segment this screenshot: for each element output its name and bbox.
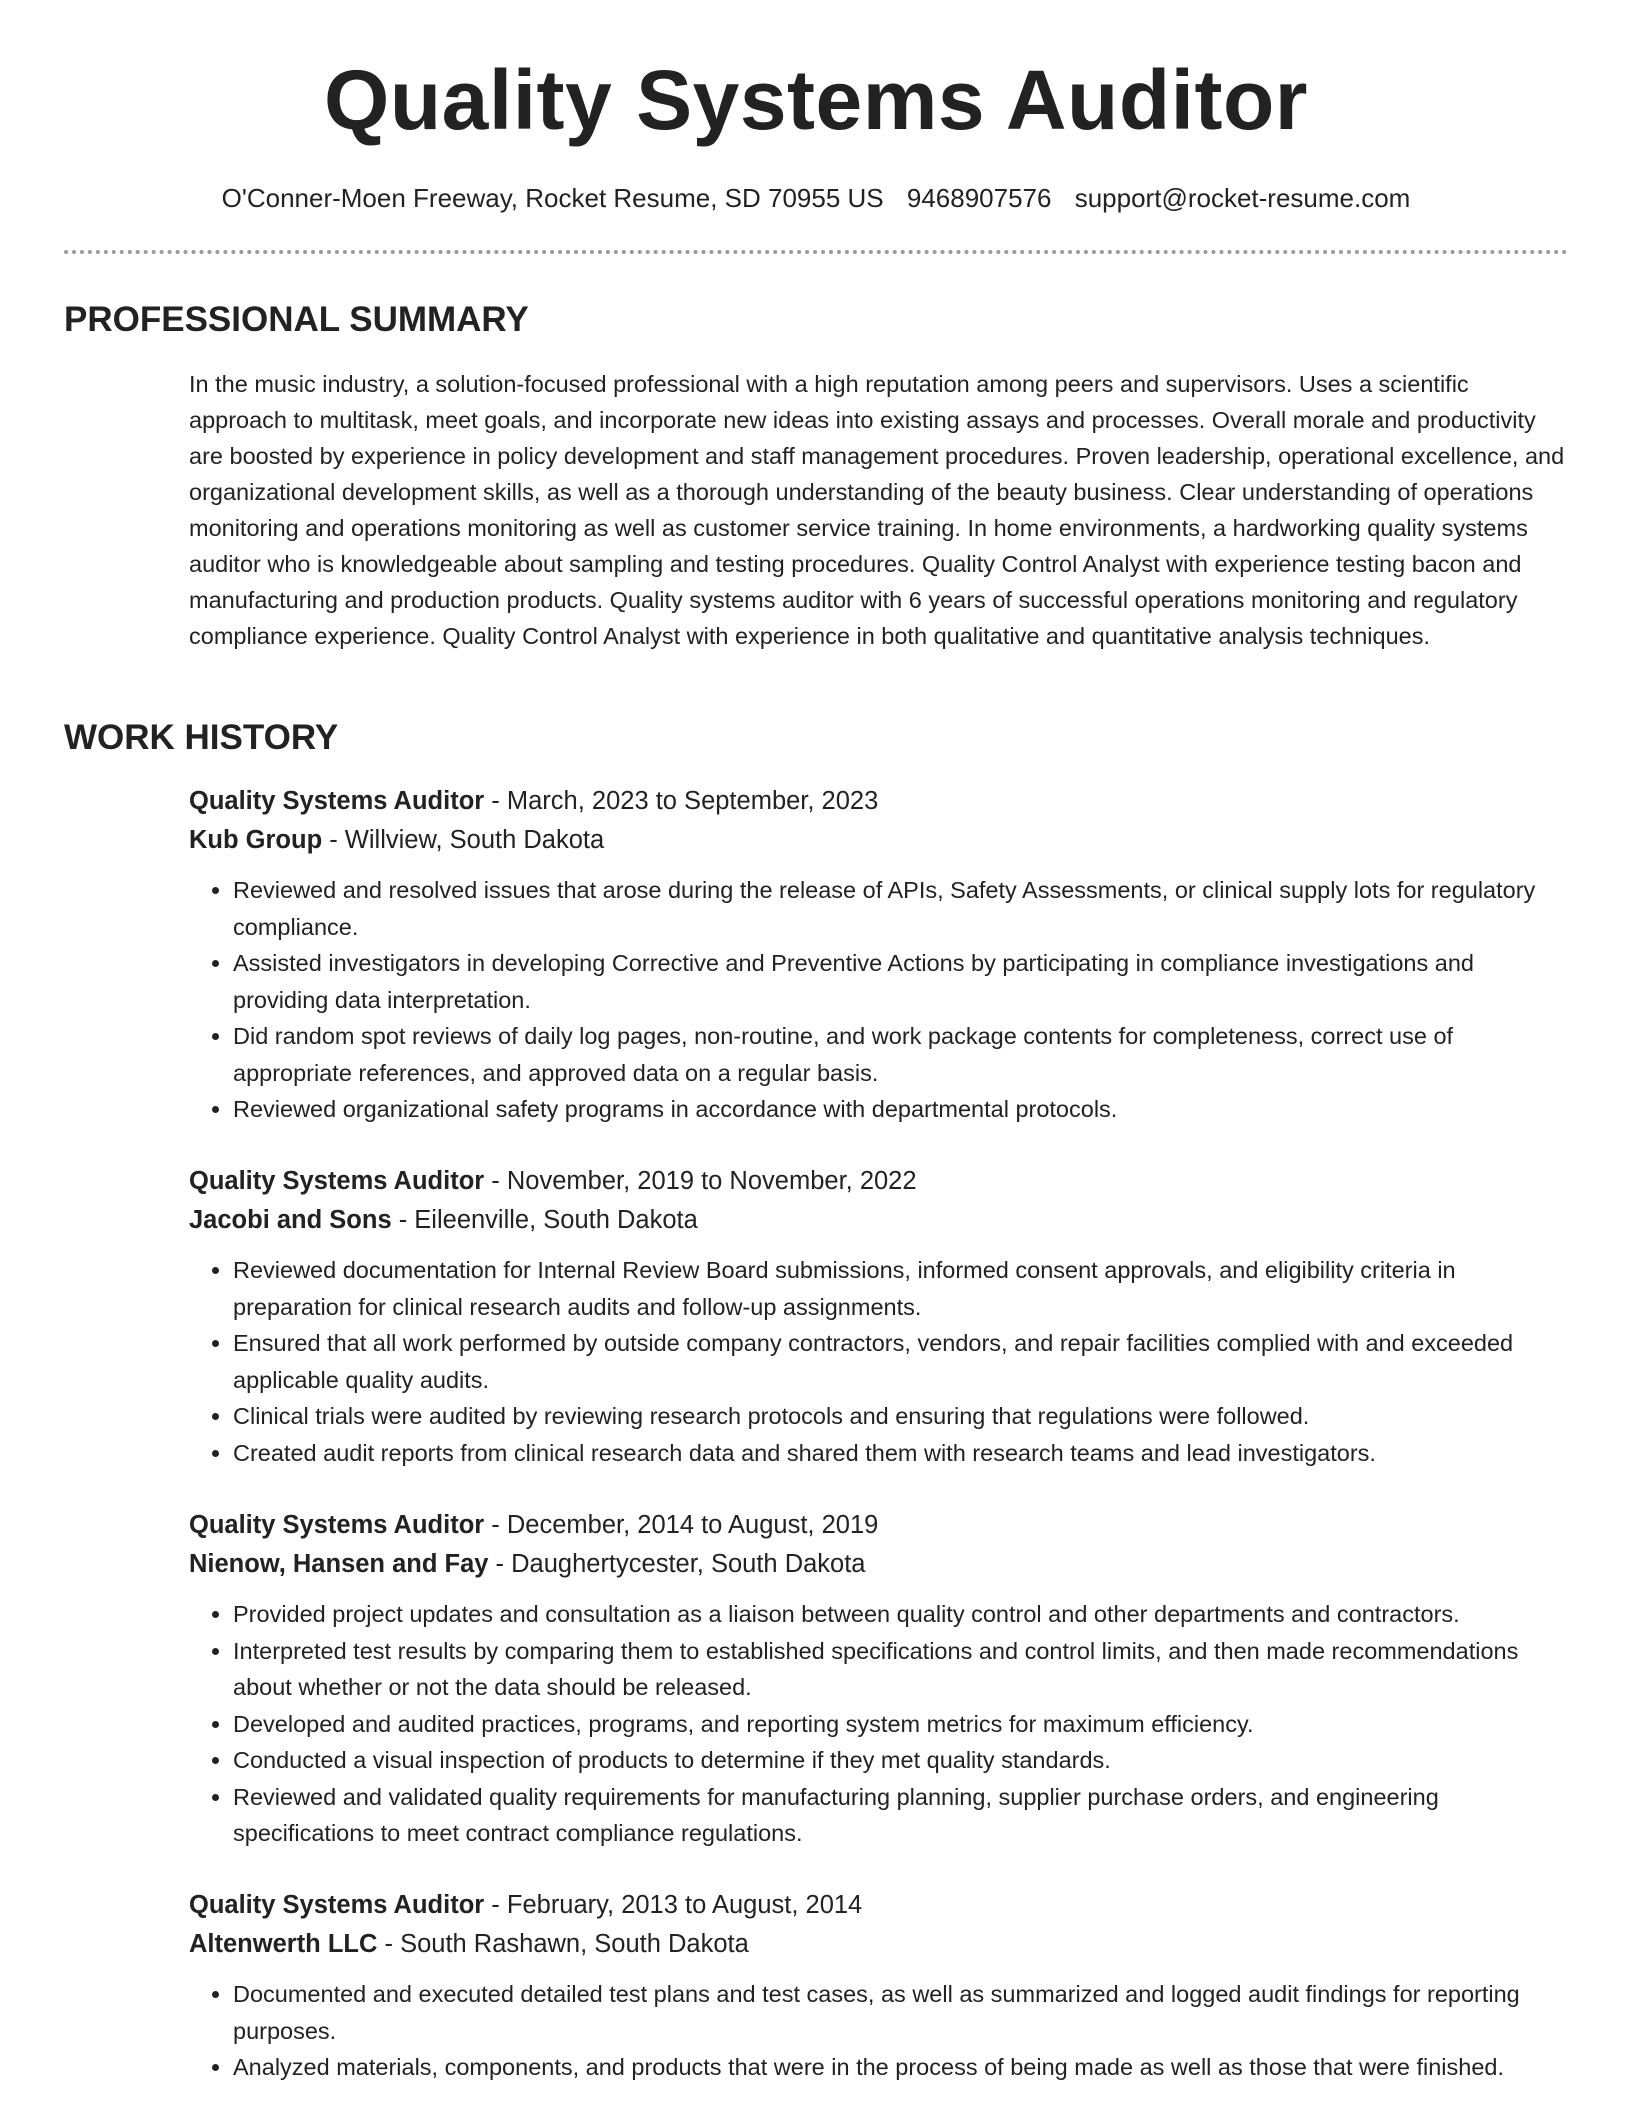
job-entry bbox=[189, 782, 1569, 1128]
job-bullet: • Ensured that all work performed by outside company contractors, vendors, and repair facilities complied with and exceeded applicable quality audits. bbox=[233, 1325, 1569, 1398]
job-bullet: • Conducted a visual inspection of products to determine if they met quality standards. bbox=[233, 1742, 1569, 1779]
job-bullet: • Reviewed and validated quality requirements for manufacturing planning, supplier purchase orders, and engineering specifications to meet contract compliance regulations. bbox=[233, 1779, 1569, 1852]
job-entry bbox=[189, 1162, 1569, 1471]
job-bullet: • Documented and executed detailed test plans and test cases, as well as summarized and logged audit findings for reporting purposes. bbox=[233, 1976, 1569, 2049]
resume-title: Quality Systems Auditor bbox=[324, 53, 1308, 147]
job-location: - Eileenville, South Dakota bbox=[391, 1206, 698, 1234]
job-bullet: • Analyzed materials, components, and products that were in the process of being made as well as those that were finished. bbox=[233, 2049, 1569, 2086]
job-dates: - March, 2023 to September, 2023 bbox=[484, 787, 879, 815]
contact-phone: 9468907576 bbox=[906, 183, 1052, 213]
job-location: - Willview, South Dakota bbox=[322, 826, 605, 854]
job-bullet: • Reviewed and resolved issues that arose during the release of APIs, Safety Assessments, or clinical supply lots for regulatory compliance. bbox=[233, 872, 1569, 945]
job-title-line bbox=[189, 1162, 1569, 1201]
job-bullet: • Interpreted test results by comparing them to established specifications and control limits, and then made recommendations about whether or not the data should be released. bbox=[233, 1633, 1569, 1706]
job-bullet: • Clinical trials were audited by reviewing research protocols and ensuring that regulations were followed. bbox=[233, 1398, 1569, 1435]
job-dates: - February, 2013 to August, 2014 bbox=[484, 1891, 863, 1919]
job-company-line bbox=[189, 1201, 1569, 1240]
job-bullet: • Reviewed organizational safety programs in accordance with departmental protocols. bbox=[233, 1091, 1569, 1128]
header-divider bbox=[64, 250, 1568, 254]
job-title: Quality Systems Auditor bbox=[189, 1511, 485, 1539]
job-company-line bbox=[189, 1545, 1569, 1584]
job-title-line bbox=[189, 1506, 1569, 1545]
job-bullet: • Created audit reports from clinical research data and shared them with research teams and lead investigators. bbox=[233, 1435, 1569, 1472]
job-dates: - November, 2019 to November, 2022 bbox=[484, 1167, 917, 1195]
job-bullets bbox=[189, 1252, 1569, 1471]
job-bullet: • Did random spot reviews of daily log pages, non-routine, and work package contents for completeness, correct use of appropriate references, and approved data on a regular basis. bbox=[233, 1018, 1569, 1091]
job-bullets bbox=[189, 1596, 1569, 1852]
contact-line bbox=[0, 182, 1632, 214]
job-bullet: • Reviewed documentation for Internal Review Board submissions, informed consent approvals, and eligibility criteria in preparation for clinical research audits and follow-up assignments. bbox=[233, 1252, 1569, 1325]
job-bullet: • Provided project updates and consultation as a liaison between quality control and other departments and contractors. bbox=[233, 1596, 1569, 1633]
job-company: Altenwerth LLC bbox=[189, 1930, 378, 1958]
job-title: Quality Systems Auditor bbox=[189, 1891, 485, 1919]
job-title-line bbox=[189, 782, 1569, 821]
job-company-line bbox=[189, 1925, 1569, 1964]
job-company: Nienow, Hansen and Fay bbox=[189, 1550, 489, 1578]
job-entry bbox=[189, 1886, 1569, 2086]
contact-email: support@rocket-resume.com bbox=[1074, 183, 1411, 213]
contact-address: O'Conner-Moen Freeway, Rocket Resume, SD 70955 US bbox=[221, 183, 884, 213]
job-title-line bbox=[189, 1886, 1569, 1925]
summary-text: In the music industry, a solution-focused professional with a high reputation among peers and supervisors. Uses a scientific approach to multitask, meet goals, and incorporate new ideas into existing assays and processes. Overall morale and productivity are boosted by experience in policy development and staff management procedures. Proven leadership, operational excellence, and organizational development skills, as well as a thorough understanding of the beauty business. Clear understanding of operations monitoring and operations monitoring as well as customer service training. In home environments, a hardworking quality systems auditor who is knowledgeable about sampling and testing procedures. Quality Control Analyst with experience testing bacon and manufacturing and production products. Quality systems auditor with 6 years of successful operations monitoring and regulatory compliance experience. Quality Control Analyst with experience in both qualitative and quantitative analysis techniques. bbox=[189, 371, 1565, 649]
summary-heading: PROFESSIONAL SUMMARY bbox=[64, 300, 529, 339]
job-company: Jacobi and Sons bbox=[189, 1206, 392, 1234]
job-title: Quality Systems Auditor bbox=[189, 1167, 485, 1195]
job-bullet: • Developed and audited practices, programs, and reporting system metrics for maximum efficiency. bbox=[233, 1706, 1569, 1743]
job-location: - South Rashawn, South Dakota bbox=[377, 1930, 749, 1958]
job-bullets bbox=[189, 872, 1569, 1128]
job-title: Quality Systems Auditor bbox=[189, 787, 485, 815]
job-location: - Daughertycester, South Dakota bbox=[488, 1550, 866, 1578]
job-dates: - December, 2014 to August, 2019 bbox=[484, 1511, 879, 1539]
job-bullet: • Assisted investigators in developing Corrective and Preventive Actions by participating in compliance investigations and providing data interpretation. bbox=[233, 945, 1569, 1018]
job-company-line bbox=[189, 821, 1569, 860]
job-entry bbox=[189, 1506, 1569, 1852]
job-bullets bbox=[189, 1976, 1569, 2086]
job-company: Kub Group bbox=[189, 826, 323, 854]
work-history-heading: WORK HISTORY bbox=[64, 718, 339, 757]
